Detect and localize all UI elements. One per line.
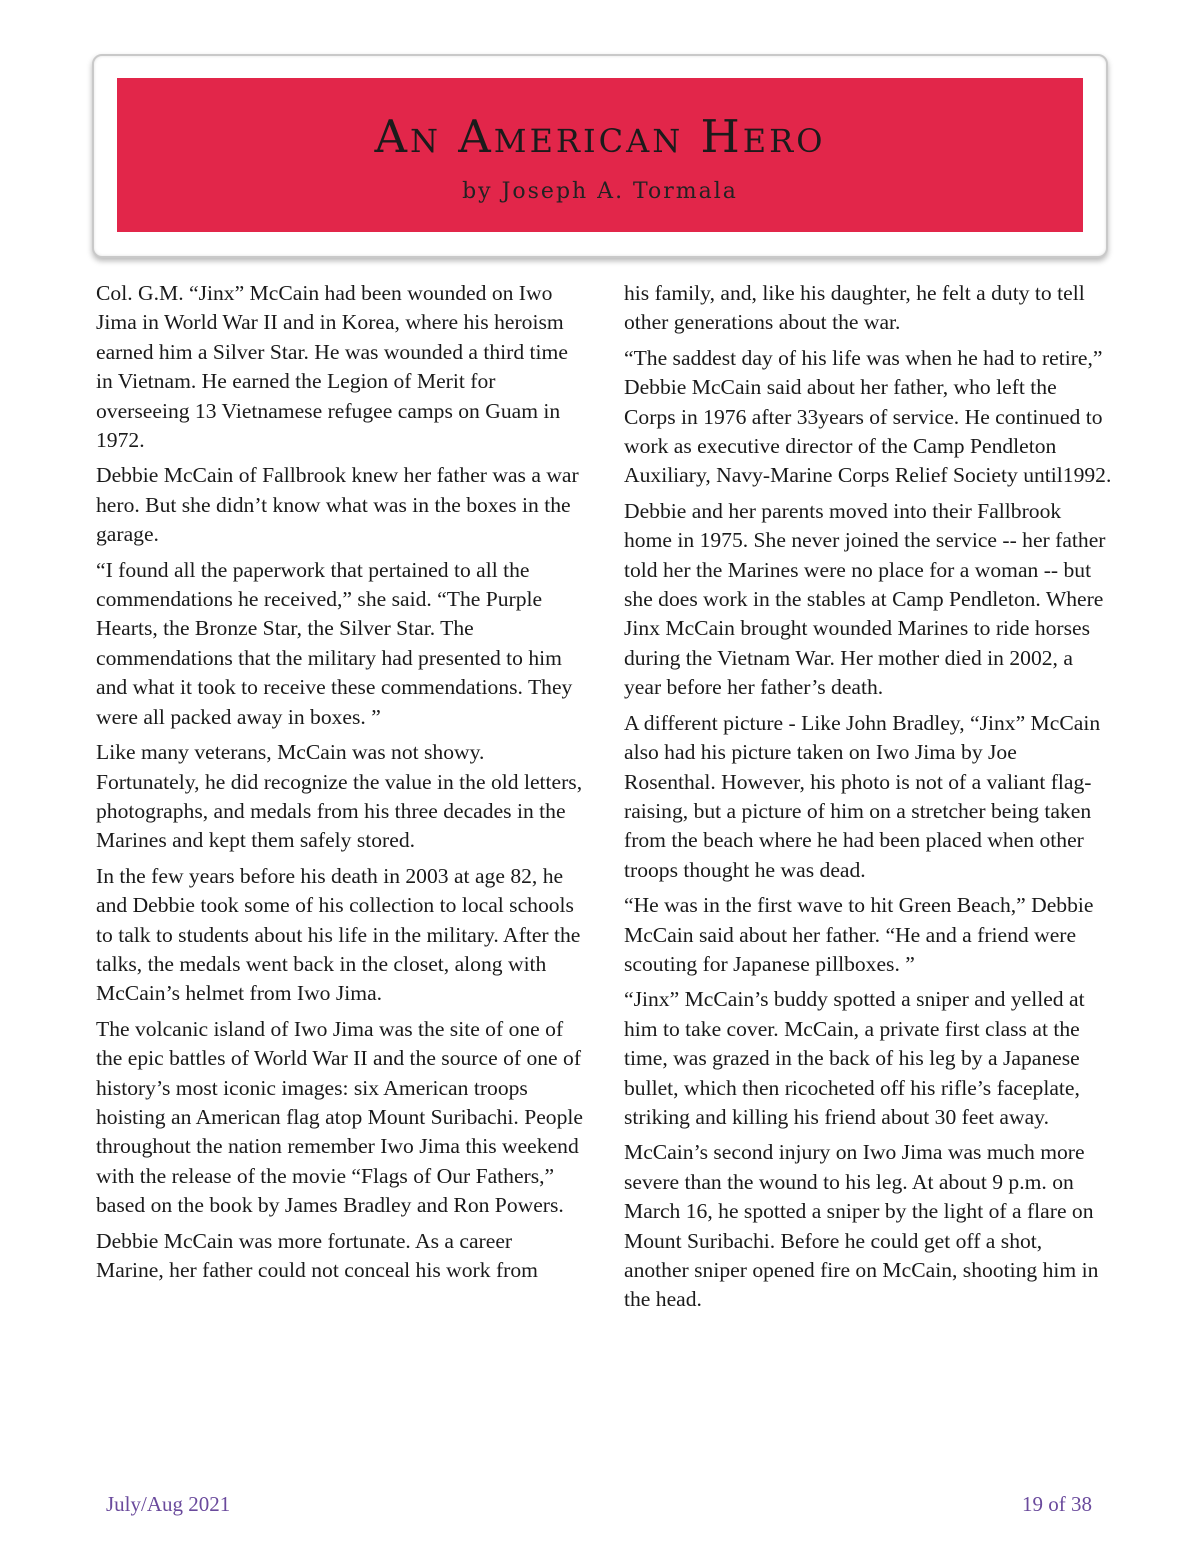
paragraph: In the few years before his death in 2003 at age 82, he and Debbie took some of his collection to local schools to talk to students about his life in the military. After the talks, the medals went back in the closet, along with McCain’s helmet from Iwo Jima. xyxy=(96,863,581,1006)
paragraph: “He was in the first wave to hit Green Beach,” Debbie McCain said about her father. “He and a friend were scouting for Japanese pillboxes. ” xyxy=(624,893,1094,976)
paragraph: A different picture - Like John Bradley, “Jinx” McCain also had his picture taken on Iwo Jima by Joe Rosenthal. However, his photo is not of a valiant flag-raising, but a picture of him on a stretcher being taken from the beach where he had been placed when other troops thought he was dead. xyxy=(624,710,1101,882)
paragraph: The volcanic island of Iwo Jima was the site of one of the epic battles of World War II and the source of one of history’s most iconic images: six American troops hoisting an American flag atop Mount Suribachi. People throughout the nation remember Iwo Jima this weekend with the release of the movie “Flags of Our Fathers,” based on the book by James Bradley and Ron Powers. xyxy=(96,1016,583,1218)
paragraph: Like many veterans, McCain was not showy. Fortunately, he did recognize the value in the old letters, photographs, and medals from his three decades in the Marines and kept them safely stored. xyxy=(96,740,583,853)
footer-issue-date: July/Aug 2021 xyxy=(106,1492,231,1516)
paragraph: “Jinx” McCain’s buddy spotted a sniper and yelled at him to take cover. McCain, a private first class at the time, was grazed in the back of his leg by a Japanese bullet, which then ricocheted off his rifle’s faceplate, striking and killing his friend about 30 feet away. xyxy=(624,987,1085,1129)
left-column xyxy=(96,279,584,1291)
paragraph: Col. G.M. “Jinx” McCain had been wounded on Iwo Jima in World War II and in Korea, where his heroism earned him a Silver Star. He was wounded a third time in Vietnam. He earned the Legion of Merit for overseeing 13 Vietnamese refugee camps on Guam in 1972. xyxy=(96,281,568,453)
paragraph: his family, and, like his daughter, he felt a duty to tell other generations about the war. xyxy=(624,281,1085,335)
paragraph: “The saddest day of his life was when he had to retire,” Debbie McCain said about her father, who left the Corps in 1976 after 33years of service. He continued to work as executive director of the Camp Pendleton Auxiliary, Navy-Marine Corps Relief Society until1992. xyxy=(624,345,1112,488)
footer-page-number: 19 of 38 xyxy=(1022,1492,1092,1516)
paragraph: McCain’s second injury on Iwo Jima was much more severe than the wound to his leg. At about 9 p.m. on March 16, he spotted a sniper by the light of a flare on Mount Suribachi. Before he could get off a shot, another sniper opened fire on McCain, shooting him in the head. xyxy=(624,1140,1099,1312)
title-banner xyxy=(117,78,1083,232)
article-title: An American Hero xyxy=(374,110,826,163)
paragraph: “I found all the paperwork that pertained to all the commendations he received,” she said. “The Purple Hearts, the Bronze Star, the Silver Star. The commendations that the military had presented to him and what it took to receive these commendations. They were all packed away in boxes. ” xyxy=(96,557,573,729)
paragraph: Debbie McCain of Fallbrook knew her father was a war hero. But she didn’t know what was in the boxes in the garage. xyxy=(96,463,579,547)
right-column xyxy=(624,279,1112,1321)
paragraph: Debbie McCain was more fortunate. As a career Marine, her father could not conceal his work from xyxy=(96,1228,538,1282)
paragraph: Debbie and her parents moved into their Fallbrook home in 1975. She never joined the service -- her father told her the Marines were no place for a woman -- but she does work in the stables at Camp Pendleton. Where Jinx McCain brought wounded Marines to ride horses during the Vietnam War. Her mother died in 2002, a year before her father’s death. xyxy=(624,498,1106,700)
article-byline: by Joseph A. Tormala xyxy=(462,179,738,204)
